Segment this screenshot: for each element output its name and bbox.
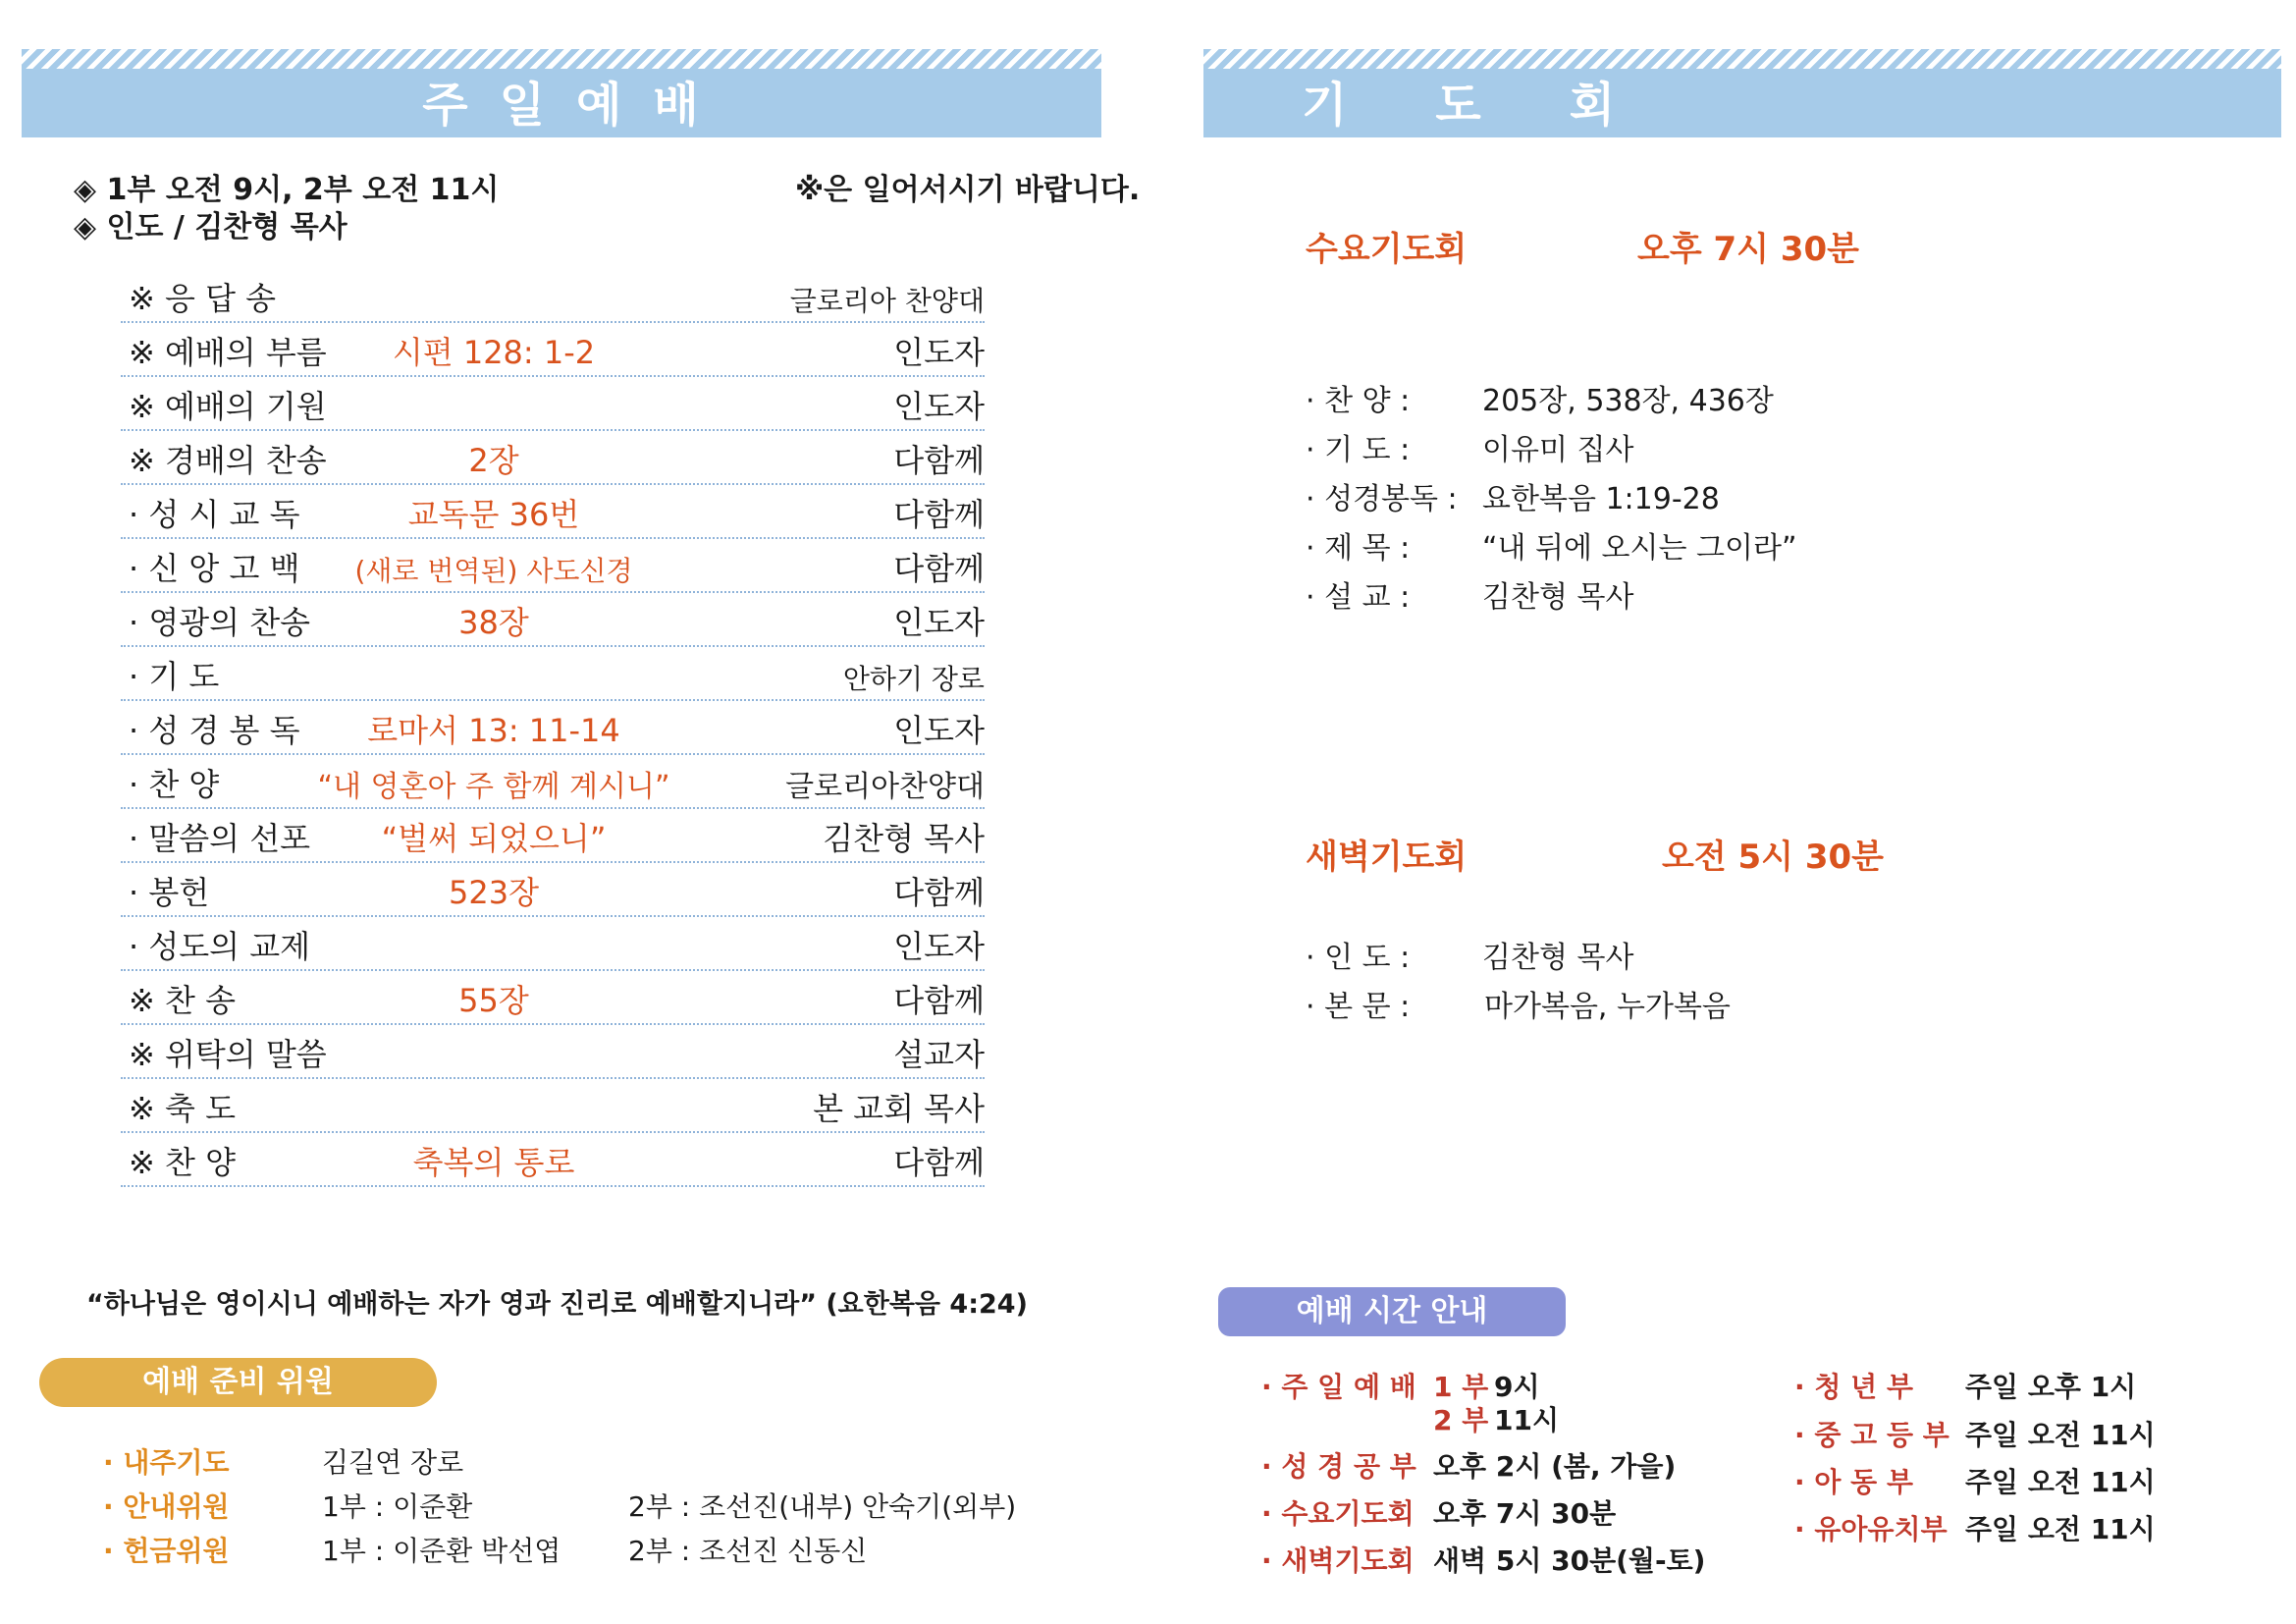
order-who: 설교자 xyxy=(893,1036,985,1073)
order-row xyxy=(121,1023,985,1079)
order-detail: 축복의 통로 xyxy=(412,1144,575,1181)
order-who: 본 교회 목사 xyxy=(813,1090,985,1127)
dawn-value: 김찬형 목사 xyxy=(1482,941,1634,975)
wednesday-value: “내 뒤에 오시는 그이라” xyxy=(1482,531,1797,566)
order-who: 다함께 xyxy=(893,496,985,533)
prep-committee-pill: 예배 준비 위원 xyxy=(39,1358,437,1407)
schedule-label: · 성 경 공 부 xyxy=(1261,1450,1416,1483)
schedule-label: · 아 동 부 xyxy=(1794,1466,1914,1498)
order-item: · 성 경 봉 독 xyxy=(129,712,300,749)
prayer-meeting-title: 기도회 xyxy=(1302,78,1704,133)
schedule-value: 9시 xyxy=(1494,1371,1540,1403)
order-item: · 찬 양 xyxy=(129,766,220,803)
prep-value-2: 2부 : 조선진(내부) 안숙기(외부) xyxy=(628,1490,1017,1523)
order-item: · 신 앙 고 백 xyxy=(129,550,300,587)
order-row xyxy=(121,429,985,485)
order-detail: 로마서 13: 11-14 xyxy=(367,712,620,749)
order-row xyxy=(121,807,985,863)
schedule-value: 새벽 5시 30분(월-토) xyxy=(1433,1544,1706,1577)
wednesday-prayer-time: 오후 7시 30분 xyxy=(1637,230,1860,269)
schedule-value: 주일 오후 1시 xyxy=(1965,1371,2137,1403)
order-who: 김찬형 목사 xyxy=(823,820,985,857)
order-detail: (새로 번역된) 사도신경 xyxy=(354,555,633,587)
order-row xyxy=(121,1131,985,1187)
order-who: 글로리아 찬양대 xyxy=(789,285,985,317)
schedule-value: 주일 오전 11시 xyxy=(1965,1513,2156,1545)
schedule-value: 오후 2시 (봄, 가을) xyxy=(1433,1450,1677,1483)
order-who: 인도자 xyxy=(893,604,985,641)
order-row xyxy=(121,861,985,917)
schedule-sub: 2 부 xyxy=(1433,1404,1489,1436)
order-item: ※ 예배의 부름 xyxy=(129,334,327,371)
wednesday-label: · 설 교 : xyxy=(1306,580,1411,615)
prep-label: · 내주기도 xyxy=(103,1446,230,1479)
prep-value: 1부 : 이준환 xyxy=(322,1490,473,1523)
order-who: 인도자 xyxy=(893,712,985,749)
order-who: 다함께 xyxy=(893,442,985,479)
schedule-label: · 주 일 예 배 xyxy=(1261,1371,1416,1403)
schedule-pill: 예배 시간 안내 xyxy=(1218,1287,1566,1336)
order-detail: “내 영혼아 주 함께 계시니” xyxy=(317,770,670,804)
sunday-worship-banner xyxy=(22,49,1101,137)
order-who: 다함께 xyxy=(893,550,985,587)
order-detail: 38장 xyxy=(458,604,529,641)
stand-note: ※은 일어서시기 바랍니다. xyxy=(795,173,1141,207)
order-item: · 말씀의 선포 xyxy=(129,820,311,857)
order-row xyxy=(121,537,985,593)
order-row xyxy=(121,969,985,1025)
service-times: ◈ 1부 오전 9시, 2부 오전 11시 xyxy=(74,173,500,207)
order-detail: 523장 xyxy=(449,874,539,911)
order-who: 인도자 xyxy=(893,388,985,425)
prep-label: · 안내위원 xyxy=(103,1490,230,1523)
order-item: ※ 예배의 기원 xyxy=(129,388,327,425)
order-detail: 55장 xyxy=(458,982,529,1019)
order-row xyxy=(121,753,985,809)
order-row xyxy=(121,699,985,755)
order-who: 다함께 xyxy=(893,874,985,911)
order-item: ※ 위탁의 말씀 xyxy=(129,1036,327,1073)
order-item: ※ 축 도 xyxy=(129,1090,236,1127)
wednesday-value: 205장, 538장, 436장 xyxy=(1482,384,1774,418)
order-detail: 교독문 36번 xyxy=(407,496,580,533)
prep-value: 김길연 장로 xyxy=(322,1446,464,1479)
banner-stripe xyxy=(1203,49,2281,69)
prep-value: 1부 : 이준환 박선엽 xyxy=(322,1535,561,1567)
order-item: · 기 도 xyxy=(129,658,220,695)
sunday-worship-title: 주일예배 xyxy=(422,78,730,133)
order-who: 인도자 xyxy=(893,334,985,371)
order-row xyxy=(121,591,985,647)
schedule-label: · 청 년 부 xyxy=(1794,1371,1914,1403)
service-leader: ◈ 인도 / 김찬형 목사 xyxy=(74,210,347,244)
order-row xyxy=(121,483,985,539)
schedule-value: 11시 xyxy=(1494,1404,1560,1436)
wednesday-label: · 찬 양 : xyxy=(1306,384,1411,418)
prep-label: · 헌금위원 xyxy=(103,1535,230,1567)
wednesday-value: 요한복음 1:19-28 xyxy=(1482,482,1720,516)
dawn-label: · 인 도 : xyxy=(1306,941,1411,975)
order-row xyxy=(121,915,985,971)
order-item: · 성도의 교제 xyxy=(129,928,311,965)
schedule-label: · 새벽기도회 xyxy=(1261,1544,1415,1577)
order-who: 다함께 xyxy=(893,982,985,1019)
schedule-label: · 유아유치부 xyxy=(1794,1513,1948,1545)
schedule-label: · 중 고 등 부 xyxy=(1794,1419,1949,1451)
wednesday-label: · 제 목 : xyxy=(1306,531,1411,566)
dawn-prayer-title: 새벽기도회 xyxy=(1306,838,1468,877)
order-item: ※ 찬 송 xyxy=(129,982,236,1019)
banner-stripe xyxy=(22,49,1101,69)
dawn-label: · 본 문 : xyxy=(1306,990,1411,1024)
dawn-prayer-time: 오전 5시 30분 xyxy=(1662,838,1885,877)
order-row xyxy=(121,321,985,377)
wednesday-prayer-title: 수요기도회 xyxy=(1306,230,1468,269)
scripture-verse: “하나님은 영이시니 예배하는 자가 영과 진리로 예배할지니라” (요한복음 4:24) xyxy=(86,1289,1028,1320)
order-row xyxy=(121,1077,985,1133)
order-item: ※ 찬 양 xyxy=(129,1144,236,1181)
dawn-value: 마가복음, 누가복음 xyxy=(1484,990,1731,1024)
order-who: 다함께 xyxy=(893,1144,985,1181)
order-detail: 시편 128: 1-2 xyxy=(392,334,596,371)
order-row xyxy=(121,645,985,701)
schedule-label: · 수요기도회 xyxy=(1261,1497,1415,1530)
order-item: ※ 응 답 송 xyxy=(129,280,277,317)
schedule-sub: 1 부 xyxy=(1433,1371,1489,1403)
order-item: · 성 시 교 독 xyxy=(129,496,300,533)
wednesday-label: · 기 도 : xyxy=(1306,433,1411,467)
order-who: 안하기 장로 xyxy=(842,663,985,695)
order-row xyxy=(121,267,985,323)
schedule-value: 오후 7시 30분 xyxy=(1433,1497,1617,1530)
order-item: ※ 경배의 찬송 xyxy=(129,442,327,479)
wednesday-value: 김찬형 목사 xyxy=(1482,580,1634,615)
order-who: 인도자 xyxy=(893,928,985,965)
order-item: · 봉헌 xyxy=(129,874,210,911)
prep-value-2: 2부 : 조선진 신동신 xyxy=(628,1535,868,1567)
schedule-value: 주일 오전 11시 xyxy=(1965,1419,2156,1451)
order-row xyxy=(121,375,985,431)
prayer-meeting-banner xyxy=(1203,49,2281,137)
order-who: 글로리아찬양대 xyxy=(785,770,985,804)
order-detail: 2장 xyxy=(468,442,519,479)
order-detail: “벌써 되었으니” xyxy=(381,820,607,857)
schedule-value: 주일 오전 11시 xyxy=(1965,1466,2156,1498)
order-item: · 영광의 찬송 xyxy=(129,604,311,641)
wednesday-value: 이유미 집사 xyxy=(1482,433,1634,467)
wednesday-label: · 성경봉독 : xyxy=(1306,482,1458,516)
